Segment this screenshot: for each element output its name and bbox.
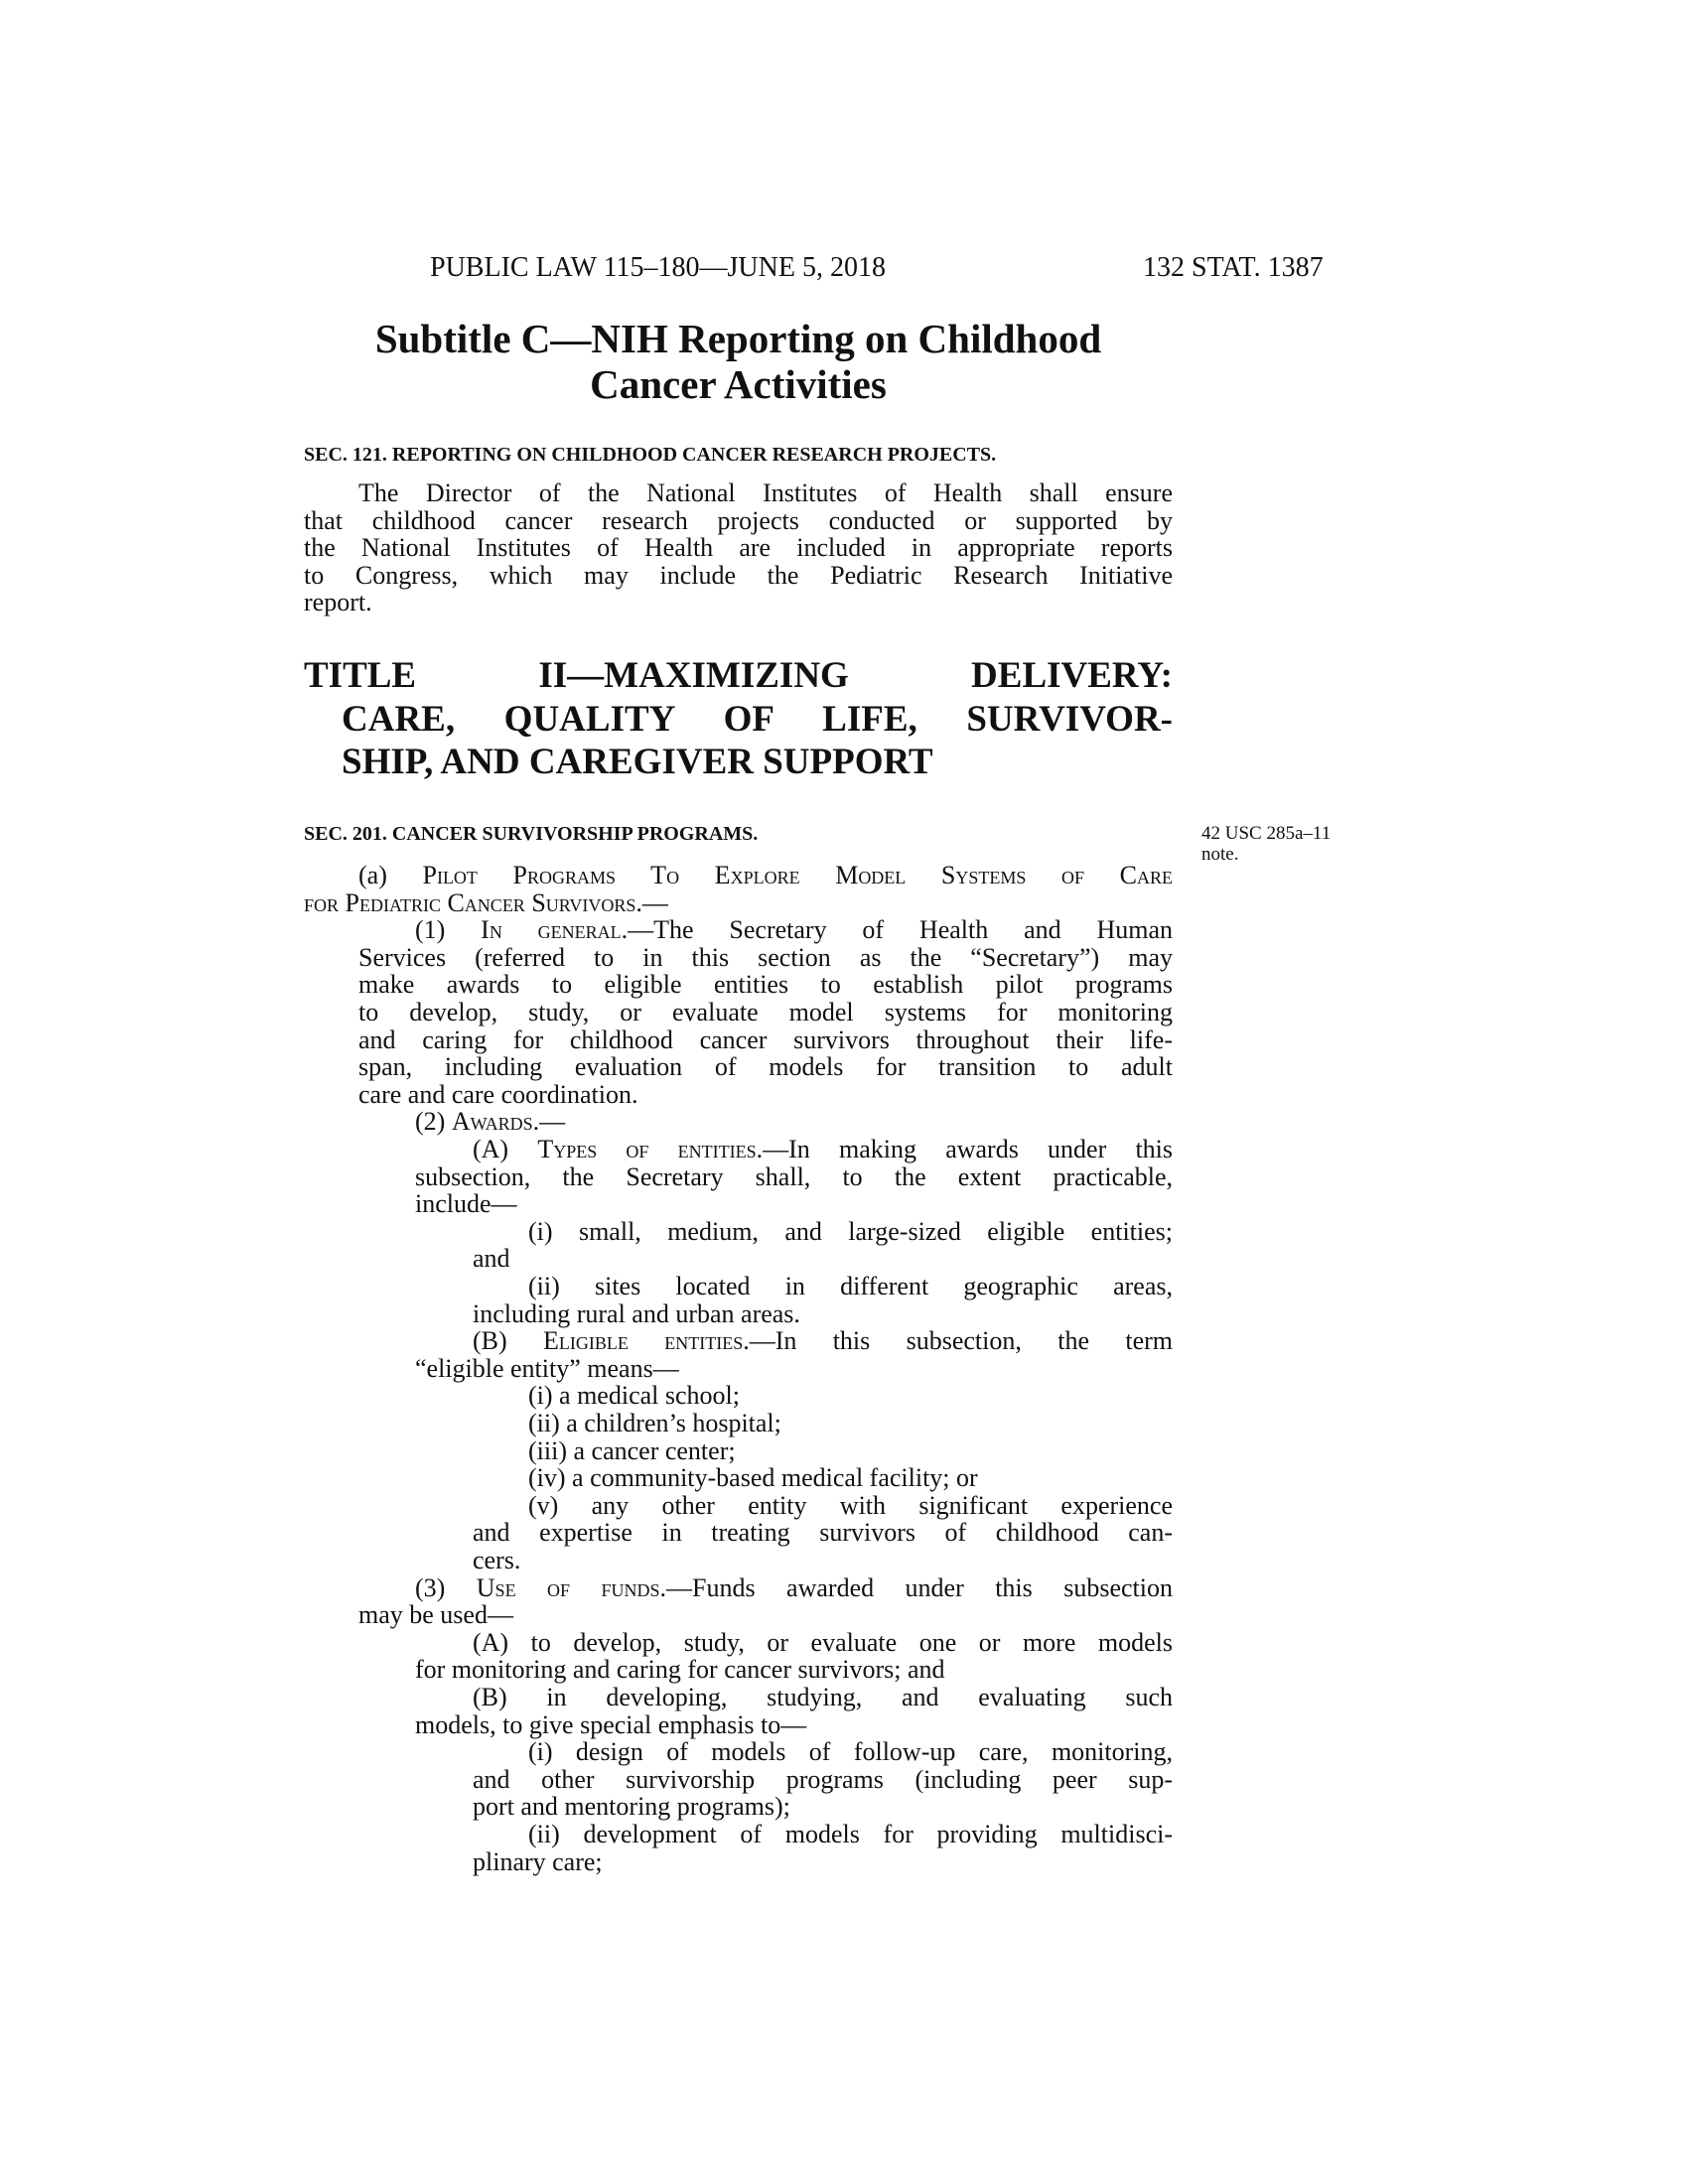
running-header-page: 132 STAT. 1387 [1143,252,1324,283]
line-text: (iii) a cancer center; [528,1435,736,1465]
line-text: (B) in developing, studying, and evaluating such [473,1683,1173,1711]
running-header-title: PUBLIC LAW 115–180—JUNE 5, 2018 [430,252,886,283]
line-text: (ii) development of models for providing multidisci- [528,1820,1173,1848]
line-text: —In making awards under this [763,1135,1174,1163]
text-line [415,1163,1173,1191]
line-text: (i) small, medium, and large-sized eligible entities; [528,1216,1173,1246]
text-line [473,1629,1173,1657]
line-text: (ii) sites located in different geographic areas, [528,1272,1173,1300]
text-line [358,862,1173,889]
paragraph-heading: for Pediatric Cancer Survivors. [304,887,642,917]
line-text: cers. [473,1546,521,1574]
line-text: (ii) a children’s hospital; [528,1409,781,1437]
text-line [415,916,1173,944]
line-text: and [473,1244,510,1274]
text-line [528,1410,1173,1437]
paragraph-heading: Types of entities. [537,1135,764,1163]
text-line [473,1793,1173,1821]
text-line [528,1273,1173,1300]
text-line [304,562,1173,590]
line-text: (A) [473,1135,538,1163]
line-text: span, including evaluation of models for transition to adult [358,1052,1173,1082]
line-text: (B) [473,1326,544,1356]
margin-note [1201,821,1331,868]
line-text: (1) [415,915,482,945]
text-line [304,589,1173,616]
line-text: (iv) a community-based medical facility; or [528,1463,978,1493]
line-text: and expertise in treating survivors of childhood can- [473,1518,1173,1548]
text-line [358,1601,1173,1629]
line-text: and other survivorship programs (including peer sup- [473,1764,1173,1794]
margin-note-line-1: 42 USC 285a–11 [1201,823,1332,844]
subtitle-line-2: Cancer Activities [590,361,887,407]
text-line [473,1245,1173,1273]
line-text: (v) any other entity with significant experience [528,1490,1173,1520]
text-line [528,1821,1173,1848]
text-line [473,1136,1173,1163]
line-text: include— [415,1189,517,1219]
line-text: that childhood cancer research projects conducted or supported by [304,505,1173,535]
line-text: Services (referred to in this section as the “Secretary”) may [358,942,1173,972]
text-line [473,1300,1173,1328]
line-text: — [539,1107,566,1137]
title-ii-line-1: TITLE II—MAXIMIZING DELIVERY: [304,655,1173,696]
text-line [415,1190,1173,1218]
text-line [528,1218,1173,1246]
margin-note-line-2: note. [1201,844,1239,865]
paragraph-heading: Pilot Programs To Explore Model Systems of Care [422,861,1173,889]
line-text: port and mentoring programs); [473,1792,790,1822]
text-line [473,1519,1173,1547]
text-line [415,1574,1173,1602]
text-line [358,1026,1173,1054]
line-text: for monitoring and caring for cancer survivors; and [415,1655,945,1685]
line-text: the National Institutes of Health are included in appropriate reports [304,533,1173,563]
text-line [528,1382,1173,1410]
text-line [473,1766,1173,1794]
line-text: models, to give special emphasis to— [415,1709,807,1739]
line-text: to Congress, which may include the Pediatric Research Initiative [304,560,1173,590]
text-line [473,1327,1173,1355]
line-text: subsection, the Secretary shall, to the extent practicable, [415,1161,1173,1191]
subtitle-heading [304,316,1173,407]
text-line [473,1547,1173,1574]
paragraph-heading: Use of funds. [476,1572,667,1602]
text-line [528,1464,1173,1492]
line-text: (A) to develop, study, or evaluate one or more models [473,1627,1173,1657]
text-line [358,999,1173,1026]
text-line [415,1108,1173,1136]
line-text: and caring for childhood cancer survivors throughout their life- [358,1024,1173,1054]
line-text: —In this subsection, the term [749,1326,1173,1356]
text-line [528,1738,1173,1766]
text-line [415,1656,1173,1684]
line-text: to develop, study, or evaluate model systems for monitoring [358,998,1173,1026]
line-text: make awards to eligible entities to establish pilot programs [358,970,1173,1000]
line-text: including rural and urban areas. [473,1298,800,1328]
line-text: plinary care; [473,1846,603,1876]
line-text: “eligible entity” means— [415,1353,679,1383]
sec-121-heading: SEC. 121. REPORTING ON CHILDHOOD CANCER RESEARCH PROJECTS. [304,444,997,466]
sec-201-heading: SEC. 201. CANCER SURVIVORSHIP PROGRAMS. [304,823,759,845]
line-text: (2) [415,1107,452,1137]
title-ii-line-3: SHIP, AND CAREGIVER SUPPORT [342,742,933,782]
line-text: The Director of the National Institutes of Health shall ensure [358,478,1173,507]
line-text: —The Secretary of Health and Human [628,915,1174,945]
text-line [415,1711,1173,1739]
text-line [528,1437,1173,1465]
text-line [358,1081,1173,1109]
line-text: —Funds awarded under this subsection [666,1572,1173,1602]
line-text: (i) design of models of follow-up care, monitoring, [528,1737,1173,1767]
text-line [358,971,1173,999]
text-line [304,534,1173,562]
text-line [415,1355,1173,1383]
line-text: (i) a medical school; [528,1381,740,1411]
text-line [473,1848,1173,1876]
paragraph-heading: Awards. [451,1107,540,1137]
line-text: — [641,887,668,917]
text-line [304,889,1173,917]
line-text: (3) [415,1572,477,1602]
text-line [304,507,1173,535]
subtitle-line-1: Subtitle C—NIH Reporting on Childhood [374,316,1102,361]
text-line [358,479,1173,507]
text-line [358,944,1173,972]
text-line [358,1053,1173,1081]
line-text: (a) [358,861,423,889]
line-text: report. [304,588,372,617]
title-ii-line-2: CARE, QUALITY OF LIFE, SURVIVOR- [342,699,1173,740]
line-text: care and care coordination. [358,1079,638,1109]
paragraph-heading: Eligible entities. [543,1326,750,1356]
paragraph-heading: In general. [481,915,629,945]
text-line [473,1684,1173,1711]
line-text: may be used— [358,1600,513,1630]
text-line [528,1492,1173,1520]
